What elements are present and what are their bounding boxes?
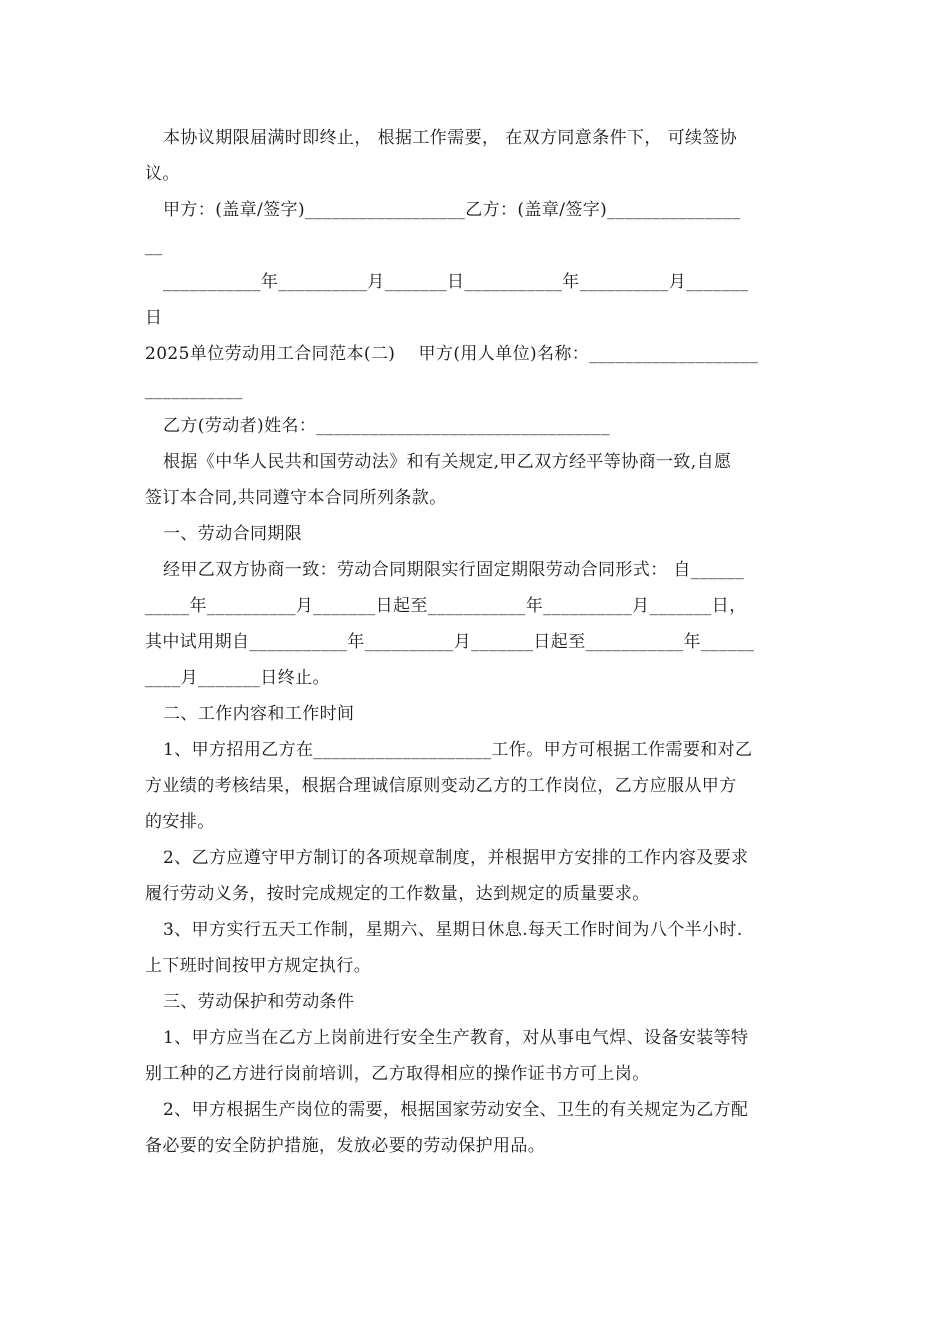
text-line: 1、甲方招用乙方在____________________工作。甲方可根据工作需要和对乙 — [163, 740, 753, 760]
text-line: 本协议期限届满时即终止， 根据工作需要， 在双方同意条件下， 可续签协 — [163, 128, 738, 148]
text-line: 其中试用期自___________年__________月_______日起至___________年______ — [145, 632, 755, 652]
text-line: 1、甲方应当在乙方上岗前进行安全生产教育，对从事电气焊、设备安装等特 — [163, 1028, 749, 1048]
text-line: _____年__________月_______日起至___________年__________月_______日， — [145, 596, 747, 616]
text-line: 上下班时间按甲方规定执行。 — [145, 956, 372, 976]
text-line: 2、乙方应遵守甲方制订的各项规章制度，并根据甲方安排的工作内容及要求 — [163, 848, 749, 868]
text-line: 根据《中华人民共和国劳动法》和有关规定,甲乙双方经平等协商一致,自愿 — [163, 452, 732, 472]
section-heading: 一、劳动合同期限 — [163, 524, 303, 544]
section-heading: 三、劳动保护和劳动条件 — [163, 992, 355, 1012]
text-line: 备必要的安全防护措施，发放必要的劳动保护用品。 — [145, 1136, 546, 1156]
text-line: 乙方(劳动者)姓名：_________________________________ — [163, 416, 610, 436]
text-line: 履行劳动义务，按时完成规定的工作数量，达到规定的质量要求。 — [145, 884, 650, 904]
text-line: 甲方：(盖章/签字)__________________乙方：(盖章/签字)_______________ — [163, 200, 741, 220]
text-line: 3、甲方实行五天工作制，星期六、星期日休息.每天工作时间为八个半小时. — [163, 920, 743, 940]
section-heading: 二、工作内容和工作时间 — [163, 704, 355, 724]
text-line: ____月_______日终止。 — [145, 668, 330, 688]
text-line: ___________年__________月_______日___________年__________月_______ — [163, 272, 749, 292]
text-line: 的安排。 — [145, 812, 215, 832]
text-line: 2、甲方根据生产岗位的需要，根据国家劳动安全、卫生的有关规定为乙方配 — [163, 1100, 749, 1120]
text-line: 日 — [145, 308, 163, 328]
text-line: 经甲乙双方协商一致：劳动合同期限实行固定期限劳动合同形式： 自______ — [163, 560, 745, 580]
text-line: 别工种的乙方进行岗前培训，乙方取得相应的操作证书方可上岗。 — [145, 1064, 650, 1084]
text-line: __ — [145, 236, 163, 256]
text-line: 签订本合同,共同遵守本合同所列条款。 — [145, 488, 447, 508]
text-line: ___________ — [145, 380, 243, 400]
text-line: 议。 — [145, 164, 180, 184]
text-line: 方业绩的考核结果，根据合理诚信原则变动乙方的工作岗位，乙方应服从甲方 — [145, 776, 737, 796]
section-title: 2025单位劳动用工合同范本(二) 甲方(用人单位)名称：___________________ — [145, 344, 759, 364]
